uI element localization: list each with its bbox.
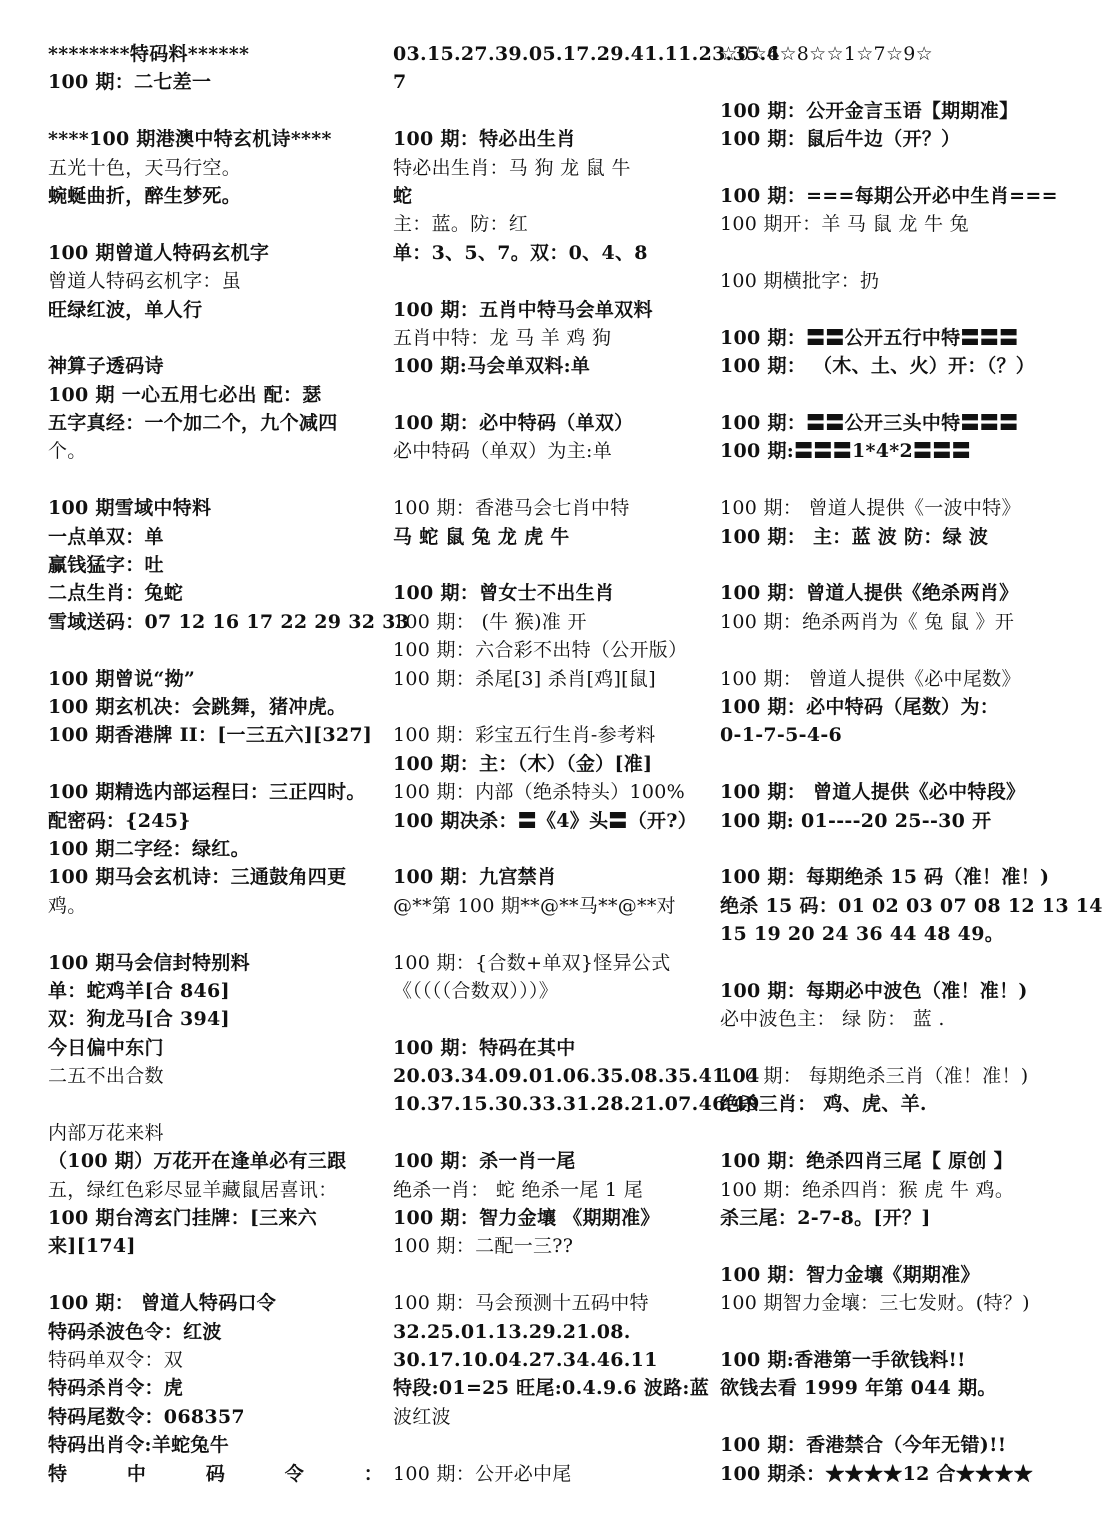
text-line: ****100 期港澳中特玄机诗**** [48,128,332,151]
text-line: 特码杀波色令：红波 [48,1320,222,1343]
blank-line [393,551,711,579]
text-line: 100 期：每期必中波色（准！准！) [720,979,1028,1002]
text-line: 100 期：内部（绝杀特头）100% [393,781,686,804]
blank-line [48,324,383,352]
text-line: 100 期： 曾道人提供《必中尾数》 [720,667,1021,690]
text-line: 内部万花来料 [48,1121,164,1144]
text-line: 100 期： 曾道人特码口令 [48,1292,277,1315]
text-line: 特必出生肖：马 狗 龙 鼠 牛 [393,156,631,179]
text-line: 五光十色，天马行空。 [48,156,242,179]
text-line: 100 期：公开必中尾 [393,1462,572,1485]
text-line: 绝杀三肖： 鸡、虎、羊. [720,1093,927,1116]
text-line: 100 期 一心五用七必出 配：瑟 [48,383,322,406]
blank-line [720,1119,1055,1147]
text-line: 100 期：杀一肖一尾 [393,1150,576,1173]
text-line: 100 期：绝杀两肖为《 兔 鼠 》开 [720,610,1015,633]
text-line: 100 期：每期绝杀 15 码（准！准！) [720,866,1050,889]
text-char: 中 [126,1462,147,1485]
column-right [720,40,1103,1488]
blank-line [48,97,383,125]
blank-line [720,636,1055,664]
text-line: 100 期曾道人特码玄机字 [48,241,270,264]
text-char: 码 [205,1462,226,1485]
blank-line [720,1232,1055,1260]
blank-line [48,636,383,664]
text-line [48,1460,383,1488]
text-line: 100 期：鼠后牛边（开？） [720,128,961,151]
text-line: 100 期：===每期公开必中生肖=== [720,184,1058,207]
blank-line [720,68,1055,96]
text-line: 100 期: 01----20 25--30 开 [720,809,992,832]
text-line: 100 期马会玄机诗：三通鼓角四更 [48,866,347,889]
blank-line [393,1005,711,1033]
text-line: 100 期：〓〓公开三头中特〓〓〓 [720,412,1019,435]
text-line: 03.15.27.39.05.17.29.41.11.23.35.4 [393,43,781,65]
text-char: 令 [284,1462,305,1485]
text-line: 100 期：六合彩不出特（公开版） [393,639,688,662]
blank-line [393,1119,711,1147]
blank-line [48,750,383,778]
column-left [48,40,410,1488]
text-line: 100 期： （木、土、火）开：（？） [720,355,1036,378]
text-line: 100 期决杀：〓《4》头〓（开?） [393,809,698,832]
text-line: 特码单双令：双 [48,1348,184,1371]
text-line: 个。 [48,440,87,463]
text-line: 100 期：二七差一 [48,71,212,94]
text-line: 100 期： 曾道人提供《必中特段》 [720,781,1026,804]
blank-line [720,1318,1055,1346]
blank-line [393,920,711,948]
blank-line [48,210,383,238]
text-line: 0-1-7-5-4-6 [720,724,843,747]
text-line: 必中特码（单双）为主:单 [393,440,613,463]
blank-line [720,466,1055,494]
blank-line [720,835,1055,863]
text-line: 五肖中特：龙 马 羊 鸡 狗 [393,326,612,349]
blank-line [720,750,1055,778]
blank-line [393,97,711,125]
text-char: 特 [48,1462,68,1485]
text-line: 100 期：曾道人提供《绝杀两肖》 [720,582,1019,605]
text-line: 绝杀一肖： 蛇 绝杀一尾 1 尾 [393,1178,644,1201]
blank-line [48,1261,383,1289]
blank-line [720,1403,1055,1431]
blank-line [48,466,383,494]
blank-line [720,381,1055,409]
text-line: 100 期：智力金壤《期期准》 [720,1263,980,1286]
text-line: 波红波 [393,1405,451,1428]
text-line: 100 期：必中特码（单双） [393,412,634,435]
text-line: 100 期：〓〓公开五行中特〓〓〓 [720,326,1019,349]
text-line: 必中波色主： 绿 防： 蓝 . [720,1008,945,1031]
text-line: 100 期精选内部运程曰：三正四时。 [48,781,366,804]
text-line: 二点生肖：兔蛇 [48,582,184,605]
text-line: 今日偏中东门 [48,1036,164,1059]
text-line: 特段:01=25 旺尾:0.4.9.6 波路:蓝 [393,1377,709,1400]
text-line: 二五不出合数 [48,1065,164,1088]
text-line: 100 期：必中特码（尾数）为： [720,695,1000,718]
text-line: 100 期： 主：蓝 波 防：绿 波 [720,525,989,548]
text-line: 主：蓝。防：红 [393,213,529,236]
text-line: 五，绿红色彩尽显羊藏鼠居喜讯： [48,1178,338,1201]
text-line: 双：狗龙马[合 394] [48,1008,230,1031]
text-line: 100 期台湾玄门挂牌：[三来六 [48,1207,318,1230]
text-line: 100 期：香港马会七肖中特 [393,497,630,520]
blank-line [720,551,1055,579]
blank-line [720,1034,1055,1062]
text-line: 100 期:〓〓〓1*4*2〓〓〓 [720,440,971,463]
text-line: 100 期：{合数+单双}怪异公式 [393,951,671,974]
text-line: 杀三尾：2-7-8。[开？] [720,1207,931,1230]
text-line: 100 期：智力金壤 《期期准》 [393,1207,660,1230]
text-line: 32.25.01.13.29.21.08. [393,1320,631,1343]
text-line: 15 19 20 24 36 44 48 49。 [720,923,1005,946]
text-line: 曾道人特码玄机字：虽 [48,270,242,293]
text-line: 100 期开：羊 马 鼠 龙 牛 兔 [720,213,969,236]
text-line: 鸡。 [48,894,87,917]
text-line: 单：3、5、7。双：0、4、8 [393,241,648,264]
text-line: 蛇 [393,184,413,207]
blank-line [393,1431,711,1459]
text-line: 单：蛇鸡羊[合 846] [48,979,230,1002]
text-line: 100 期：特码在其中 [393,1036,576,1059]
text-line: 100 期香港牌 II：[一三五六][327] [48,724,373,747]
text-line: 《（（（（合数双）））》 [393,979,559,1002]
text-line: 100 期二字经：绿红。 [48,837,250,860]
text-line: 100 期横批字：扔 [720,270,880,293]
blank-line [393,466,711,494]
text-line: 100 期：绝杀四肖：猴 虎 牛 鸡。 [720,1178,1015,1201]
text-line: 100 期玄机决：会跳舞，猪冲虎。 [48,695,347,718]
text-line: 100 期：曾女士不出生肖 [393,582,615,605]
text-line: 100 期：马会预测十五码中特 [393,1292,649,1315]
text-line: 马 蛇 鼠 兔 龙 虎 牛 [393,525,570,548]
blank-line [720,239,1055,267]
text-line: 100 期:马会单双料:单 [393,355,591,378]
text-line: 绝杀 15 码：01 02 03 07 08 12 13 14 [720,894,1103,917]
text-line: 100 期:香港第一手欲钱料!! [720,1348,966,1371]
text-line: 100 期智力金壤：三七发财。(特？) [720,1292,1030,1315]
text-line: （100 期）万花开在逢单必有三跟 [48,1150,347,1173]
text-line: 100 期：特必出生肖 [393,128,576,151]
text-line: ********特码料****** [48,43,250,65]
text-line: 100 期： 每期绝杀三肖（准！准！) [720,1065,1029,1088]
blank-line [393,1261,711,1289]
text-line: 30.17.10.04.27.34.46.11 [393,1348,658,1371]
text-line: 100 期杀：★★★★12 合★★★★ [720,1462,1034,1485]
text-line: @**第 100 期**@**马**@**对 [393,894,676,917]
text-line: 100 期：彩宝五行生肖-参考料 [393,724,656,747]
text-line: 100 期马会信封特别料 [48,951,250,974]
column-middle [393,40,781,1488]
text-line: 来][174] [48,1235,136,1258]
text-line: 配密码：{245} [48,809,191,832]
text-line: 100 期：二配一三?? [393,1235,574,1258]
text-line: 神算子透码诗 [48,355,164,378]
text-line: 100 期：九宫禁肖 [393,866,557,889]
blank-line [393,381,711,409]
blank-line [393,693,711,721]
blank-line [48,1090,383,1118]
blank-line [393,835,711,863]
text-line: 特码尾数令：068357 [48,1405,245,1428]
text-line: 100 期：杀尾[3] 杀肖[鸡][鼠] [393,667,656,690]
text-line: 100 期曾说“拗” [48,667,196,690]
text-line: 欲钱去看 1999 年第 044 期。 [720,1377,997,1400]
text-line: 一点单双：单 [48,525,164,548]
text-line: 特码出肖令:羊蛇兔牛 [48,1434,230,1457]
text-line: 旺绿红波，单人行 [48,298,203,321]
text-line: 7 [393,71,407,94]
text-line: 100 期：绝杀四肖三尾【 原创 】 [720,1150,1013,1173]
text-line: 五字真经：一个加二个，九个减四 [48,412,338,435]
text-line: 100 期：香港禁合（今年无错)!! [720,1434,1007,1457]
text-line: 100 期： 曾道人提供《一波中特》 [720,497,1021,520]
text-line: 100 期：主：（木）（金）[准] [393,752,653,775]
blank-line [48,920,383,948]
text-line: 雪域送码：07 12 16 17 22 29 32 33 [48,610,410,633]
text-line: 100 期：公开金言玉语【期期准】 [720,99,1019,122]
text-line: 赢钱猛字：吐 [48,554,164,577]
blank-line [720,949,1055,977]
text-line: 10.37.15.30.33.31.28.21.07.46.49 [393,1093,760,1116]
text-line: 100 期： (牛 猴)准 开 [393,610,587,633]
blank-line [393,267,711,295]
text-line: 20.03.34.09.01.06.35.08.35.41.04 [393,1065,760,1088]
blank-line [720,154,1055,182]
text-line: 100 期雪域中特料 [48,497,212,520]
text-line: 蜿蜒曲折，醉生梦死。 [48,184,242,207]
text-line: 特码杀肖令：虎 [48,1377,184,1400]
text-line: 100 期：五肖中特马会单双料 [393,298,653,321]
text-char: ： [363,1462,383,1485]
text-line: ☆0☆6☆8☆☆1☆7☆9☆ [720,43,933,65]
blank-line [720,296,1055,324]
